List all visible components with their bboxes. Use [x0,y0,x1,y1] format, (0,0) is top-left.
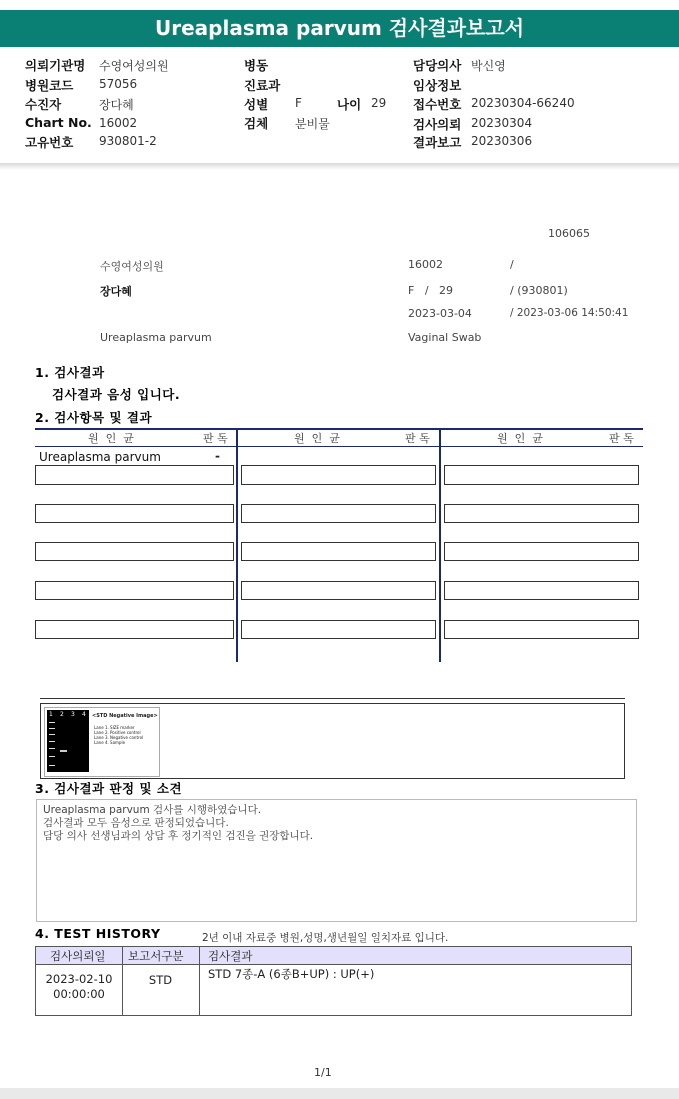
doc-date: 2023-03-04 [408,307,472,320]
label-specimen: 검체 [244,116,269,131]
doc-code: 106065 [548,227,590,240]
lane-label-3: 3 [71,711,75,718]
grid-item-result: - [215,449,220,463]
gel-legend [94,725,143,745]
result-cell [241,581,436,600]
opinion-box [36,799,637,922]
label-request-date: 검사의뢰 [413,117,462,132]
history-type: STD [148,973,173,987]
result-cell [241,542,436,561]
doc-sex-age: F / 29 [408,284,454,297]
gel-band [60,750,67,752]
lane-label-4: 4 [82,711,86,718]
result-cell [444,504,639,523]
label-unique-no: 고유번호 [25,135,74,150]
gel-image [44,707,160,777]
value-patient: 장다혜 [99,98,134,112]
page-number: 1/1 [314,1066,332,1079]
section4-title: 4. TEST HISTORY [35,926,161,941]
history-header-row [35,946,632,965]
gel-lanes-image [47,710,89,772]
header-divider [0,163,679,170]
section3-title: 3. 검사결과 판정 및 소견 [35,781,183,796]
value-specimen: 분비물 [295,117,330,131]
lane-label-1: 1 [49,711,53,718]
result-cell [35,620,234,639]
lane-label-2: 2 [60,711,64,718]
label-clinical-info: 임상정보 [413,78,462,93]
value-receipt-no: 20230304-66240 [471,96,575,110]
opinion-text [43,804,313,843]
label-chart-no: Chart No. [25,115,92,130]
result-cell [35,542,234,561]
section2-title: 2. 검사항목 및 결과 [35,410,153,425]
grid-head-judgement-3: 판 독 [609,432,634,445]
value-unique-no: 930801-2 [99,134,157,148]
label-hospital-code: 병원코드 [25,78,74,93]
gel-legend-line: Lane 1. SIZE marker [94,725,135,730]
history-date: 2023-02-10 [45,972,113,986]
label-doctor: 담당의사 [413,58,462,73]
grid-divider-1 [236,428,238,662]
label-referring-clinic: 의뢰기관명 [25,58,86,73]
gel-band [49,756,55,757]
doc-specimen: Vaginal Swab [408,331,482,344]
gel-legend-line: Lane 4. Sample [94,740,126,745]
result-cell [444,542,639,561]
value-request-date: 20230304 [471,116,533,130]
doc-slash: / [510,258,514,271]
value-doctor: 박신영 [471,59,506,73]
label-sex: 성별 [244,97,269,112]
history-head-result: 검사결과 [208,949,253,963]
section1-title: 1. 검사결과 [35,365,105,380]
label-age: 나이 [337,97,362,112]
value-sex: F [295,96,302,110]
label-receipt-no: 접수번호 [413,97,462,112]
gel-band [49,741,55,742]
gel-legend-line: Lane 2. Positive control [94,730,141,735]
doc-patient: 장다혜 [100,285,132,298]
value-age: 29 [371,96,387,110]
label-ward: 병동 [244,58,269,73]
section4-note: 2년 이내 자료중 병원,성명,생년월일 일치자료 입니다. [202,932,449,944]
gel-band [49,734,55,735]
history-col-divider [199,946,200,1016]
result-cell [241,504,436,523]
label-department: 진료과 [244,78,281,93]
history-head-type: 보고서구분 [128,949,184,963]
gel-band [49,748,55,749]
value-chart-no: 16002 [99,116,138,130]
history-time: 00:00:00 [53,987,105,1001]
grid-item-name: Ureaplasma parvum [39,450,161,464]
grid-divider-2 [439,428,441,662]
gel-band [49,728,55,729]
result-cell [444,581,639,600]
value-referring-clinic: 수영여성의원 [99,59,169,73]
section1-result: 검사결과 음성 입니다. [52,387,181,402]
grid-head-pathogen-3: 원 인 균 [497,432,543,445]
opinion-line: 담당 의사 선생님과의 상담 후 정기적인 검진을 권장합니다. [43,830,314,842]
grid-head-judgement-1: 판 독 [203,432,228,445]
label-patient: 수진자 [25,97,62,112]
opinion-line: 검사결과 모두 음성으로 판정되었습니다. [43,817,229,829]
label-report-date: 결과보고 [413,135,462,150]
gel-band [49,722,55,723]
history-head-date: 검사의뢰일 [50,949,106,963]
grid-head-pathogen-1: 원 인 균 [88,432,134,445]
result-cell [444,465,639,485]
doc-chart: 16002 [408,258,443,271]
gel-legend-title: <STD Negative Image> [92,713,158,719]
result-cell [35,581,234,600]
result-cell [35,504,234,523]
page-bottom-band [0,1088,679,1099]
doc-id: / (930801) [510,284,568,297]
result-cell [35,465,234,485]
grid-header-line [35,446,643,447]
grid-head-pathogen-2: 원 인 균 [294,432,340,445]
gel-legend-line: Lane 3. Negative control [94,735,144,740]
opinion-line: Ureaplasma parvum 검사를 시행하였습니다. [43,804,262,816]
history-result: STD 7종-A (6종B+UP) : UP(+) [208,967,375,981]
gel-band [49,765,55,766]
gel-top-rule [40,698,625,699]
doc-test: Ureaplasma parvum [100,331,212,344]
report-title: Ureaplasma parvum 검사결과보고서 [0,10,679,47]
value-report-date: 20230306 [471,134,533,148]
result-cell [241,465,436,485]
doc-report-dt: / 2023-03-06 14:50:41 [510,307,629,319]
result-cell [241,620,436,639]
value-hospital-code: 57056 [99,77,138,91]
result-cell [444,620,639,639]
doc-clinic: 수영여성의원 [100,260,164,273]
grid-head-judgement-2: 판 독 [405,432,430,445]
